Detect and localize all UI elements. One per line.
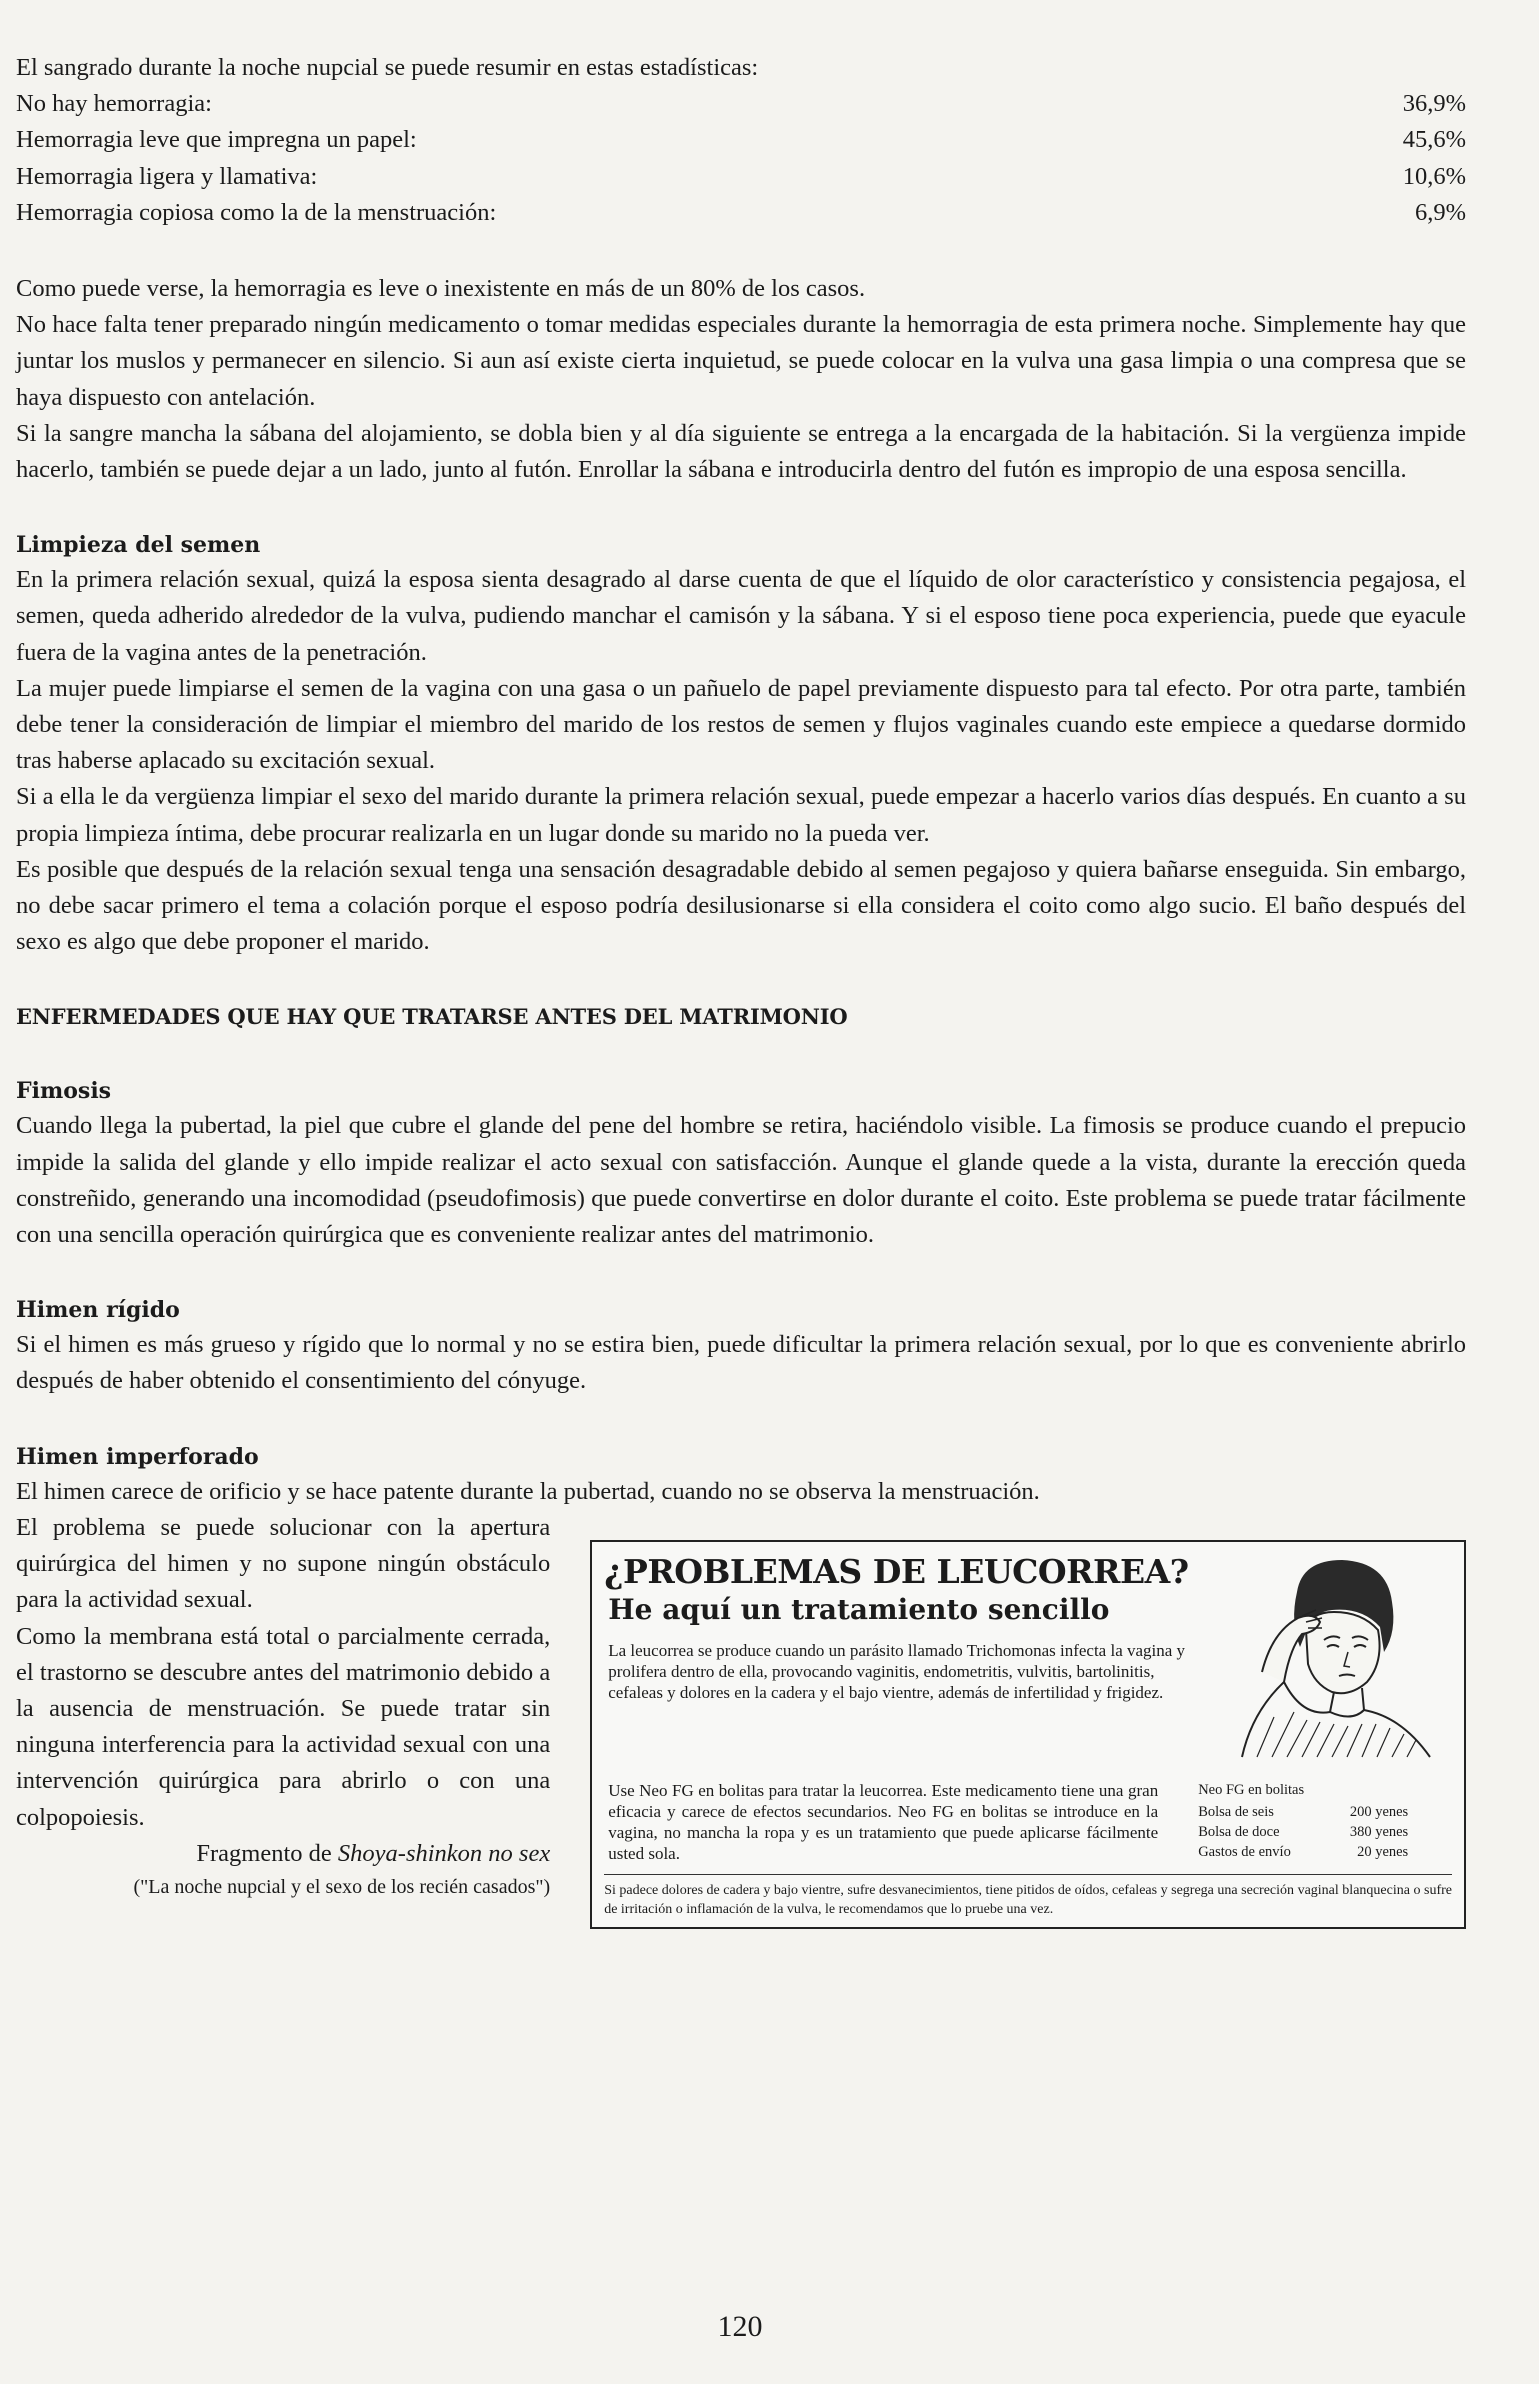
ad-intro: La leucorrea se produce cuando un parásito llamado Trichomonas infecta la vagina y prolifera dentro de ella, provocando vaginitis, endometritis, vulvitis, bartolinitis, cefaleas y dolores en la cadera y el bajo vientre, además de infertilidad y frigidez. [608,1640,1186,1702]
paragraph: No hace falta tener preparado ningún medicamento o tomar medidas especiales durante la hemorragia de esta primera noche. Simplemente hay que juntar los muslos y permanecer en silencio. Si aun así existe cierta inquietud, se puede colocar en la vulva una gasa limpia o una compresa que se haya dispuesto con antelación. [16,311,1466,411]
paragraph: Es posible que después de la relación sexual tenga una sensación desagradable debido al semen pegajoso y quiera bañarse enseguida. Sin embargo, no debe sacar primero el tema a colación porque el esposo podría desilusionarse si ella considera el coito como algo sucio. El baño después del sexo es algo que debe proponer el marido. [16,855,1466,956]
price-row [1198,1802,1408,1822]
price-label: Bolsa de seis [1198,1803,1274,1820]
heading-himen-imperforado: Himen imperforado [16,1443,259,1470]
paragraph: El problema se puede solucionar con la apertura quirúrgica del himen y no supone ningún obstáculo para la actividad sexual. [16,1513,551,1614]
stats-label: Hemorragia leve que impregna un papel: [16,126,417,154]
price-row [1198,1842,1408,1862]
stats-row [16,195,1466,231]
stats-label: Hemorragia copiosa como la de la menstruación: [16,198,497,226]
price-list [1198,1780,1408,1864]
stats-label: No hay hemorragia: [16,90,212,118]
stats-value: 36,9% [1402,90,1466,118]
ad-subtitle: He aquí un tratamiento sencillo [608,1592,1110,1626]
stats-row [16,122,1466,158]
spacer [16,1253,1466,1293]
ad-title: ¿PROBLEMAS DE LEUCORREA? [604,1551,1189,1591]
paragraph: El himen carece de orificio y se hace patente durante la pubertad, cuando no se observa la menstruación. [16,1477,1040,1505]
stats-intro: El sangrado durante la noche nupcial se puede resumir en estas estadísticas: [16,54,759,81]
stats-label: Hemorragia ligera y llamativa: [16,162,318,190]
stats-value: 45,6% [1402,126,1466,154]
paragraph: Cuando llega la pubertad, la piel que cubre el glande del pene del hombre se retira, haciéndolo visible. La fimosis se produce cuando el prepucio impide la salida del glande y ello impide realizar el acto sexual con satisfacción. Aunque el glande quede a la vista, durante la erección queda constreñido, generando una incomodidad (pseudofimosis) que puede convertirse en dolor durante el coito. Este problema se puede tratar fácilmente con una sencilla operación quirúrgica que es conveniente realizar antes del matrimonio. [16,1112,1466,1249]
price-value: 20 yenes [1357,1843,1409,1860]
price-value: 380 yenes [1349,1823,1409,1840]
page-number: 120 [717,2310,763,2343]
paragraph: Si la sangre mancha la sábana del alojamiento, se dobla bien y al día siguiente se entrega a la encargada de la habitación. Si la vergüenza impide hacerlo, también se puede dejar a un lado, junto al futón. Enrollar la sábana e introducirla dentro del futón es impropio de una esposa sencilla. [16,419,1466,484]
ad-text [604,1552,1202,1762]
advertisement-box [590,1540,1466,1929]
chapter-heading: ENFERMEDADES QUE HAY QUE TRATARSE ANTES DEL MATRIMONIO [16,1004,848,1030]
paragraph: La mujer puede limpiarse el semen de la vagina con una gasa o un pañuelo de papel previamente dispuesto para tal efecto. Por otra parte, también debe tener la consideración de limpiar el miembro del marido de los restos de semen y flujos vaginales cuando este empiece a quedarse dormido tras haberse aplacado su excitación sexual. [16,674,1466,775]
spacer [16,1034,1466,1074]
two-column-block [16,1510,1466,1929]
paragraph: Como puede verse, la hemorragia es leve o inexistente en más de un 80% de los casos. [16,275,866,303]
source-caption [16,1836,550,1872]
price-value: 200 yenes [1349,1803,1409,1820]
price-label: Bolsa de doce [1198,1823,1280,1840]
paragraph: Si a ella le da vergüenza limpiar el sexo del marido durante la primera relación sexual, puede empezar a hacerlo varios días después. En cuanto a su propia limpieza íntima, debe procurar realizarla en un lugar donde su marido no la pueda ver. [16,783,1466,847]
spacer [16,1400,1466,1440]
page-content [16,50,1466,1929]
ad-footer: Si padece dolores de cadera y bajo vientre, sufre desvanecimientos, tiene pitidos de oídos, cefaleas y segrega una secreción vaginal blanquecina o sufre de irritación o inflamación de la vulva, le recomendamos que lo pruebe una vez. [604,1874,1452,1919]
ad-header [604,1552,1452,1762]
spacer [16,231,1466,271]
paragraph: En la primera relación sexual, quizá la esposa sienta desagrado al darse cuenta de que el líquido de olor característico y consistencia pegajosa, el semen, queda adherido alrededor de la vulva, pudiendo manchar el camisón y la sábana. Y si el esposo tiene poca experiencia, puede que eyacule fuera de la vagina antes de la penetración. [16,566,1466,666]
stats-row [16,159,1466,195]
ad-body [604,1780,1452,1864]
caption-prefix: Fragmento de [196,1839,338,1867]
price-row [1198,1822,1408,1842]
stats-row [16,86,1466,122]
section-heading-semen: Limpieza del semen [16,532,261,559]
woman-headache-illustration [1202,1552,1452,1762]
stats-value: 6,9% [1414,198,1466,226]
price-title: Neo FG en bolitas [1198,1781,1305,1798]
left-column [16,1510,550,1902]
heading-fimosis: Fimosis [16,1078,112,1105]
caption-subtitle: ("La noche nupcial y el sexo de los recién casados") [133,1875,551,1898]
spacer [16,488,1466,528]
stats-value: 10,6% [1402,162,1466,190]
caption-title: Shoya-shinkon no sex [337,1839,551,1867]
heading-himen-rigido: Himen rígido [16,1297,180,1324]
paragraph: Si el himen es más grueso y rígido que lo normal y no se estira bien, puede dificultar la primera relación sexual, por lo que es conveniente abrirlo después de haber obtenido el consentimiento del cónyuge. [16,1331,1466,1395]
ad-usage: Use Neo FG en bolitas para tratar la leucorrea. Este medicamento tiene una gran eficacia y carece de efectos secundarios. Neo FG en bolitas se introduce en la vagina, no mancha la ropa y es un tratamiento que puede aplicarse fácilmente usted sola. [608,1780,1159,1863]
price-label: Gastos de envío [1198,1843,1291,1860]
paragraph: Como la membrana está total o parcialmente cerrada, el trastorno se descubre antes del matrimonio debido a la ausencia de menstruación. Se puede tratar sin ninguna interferencia para la actividad sexual con una intervención quirúrgica para abrirlo o con una colpopoiesis. [16,1622,551,1831]
spacer [16,960,1466,1000]
